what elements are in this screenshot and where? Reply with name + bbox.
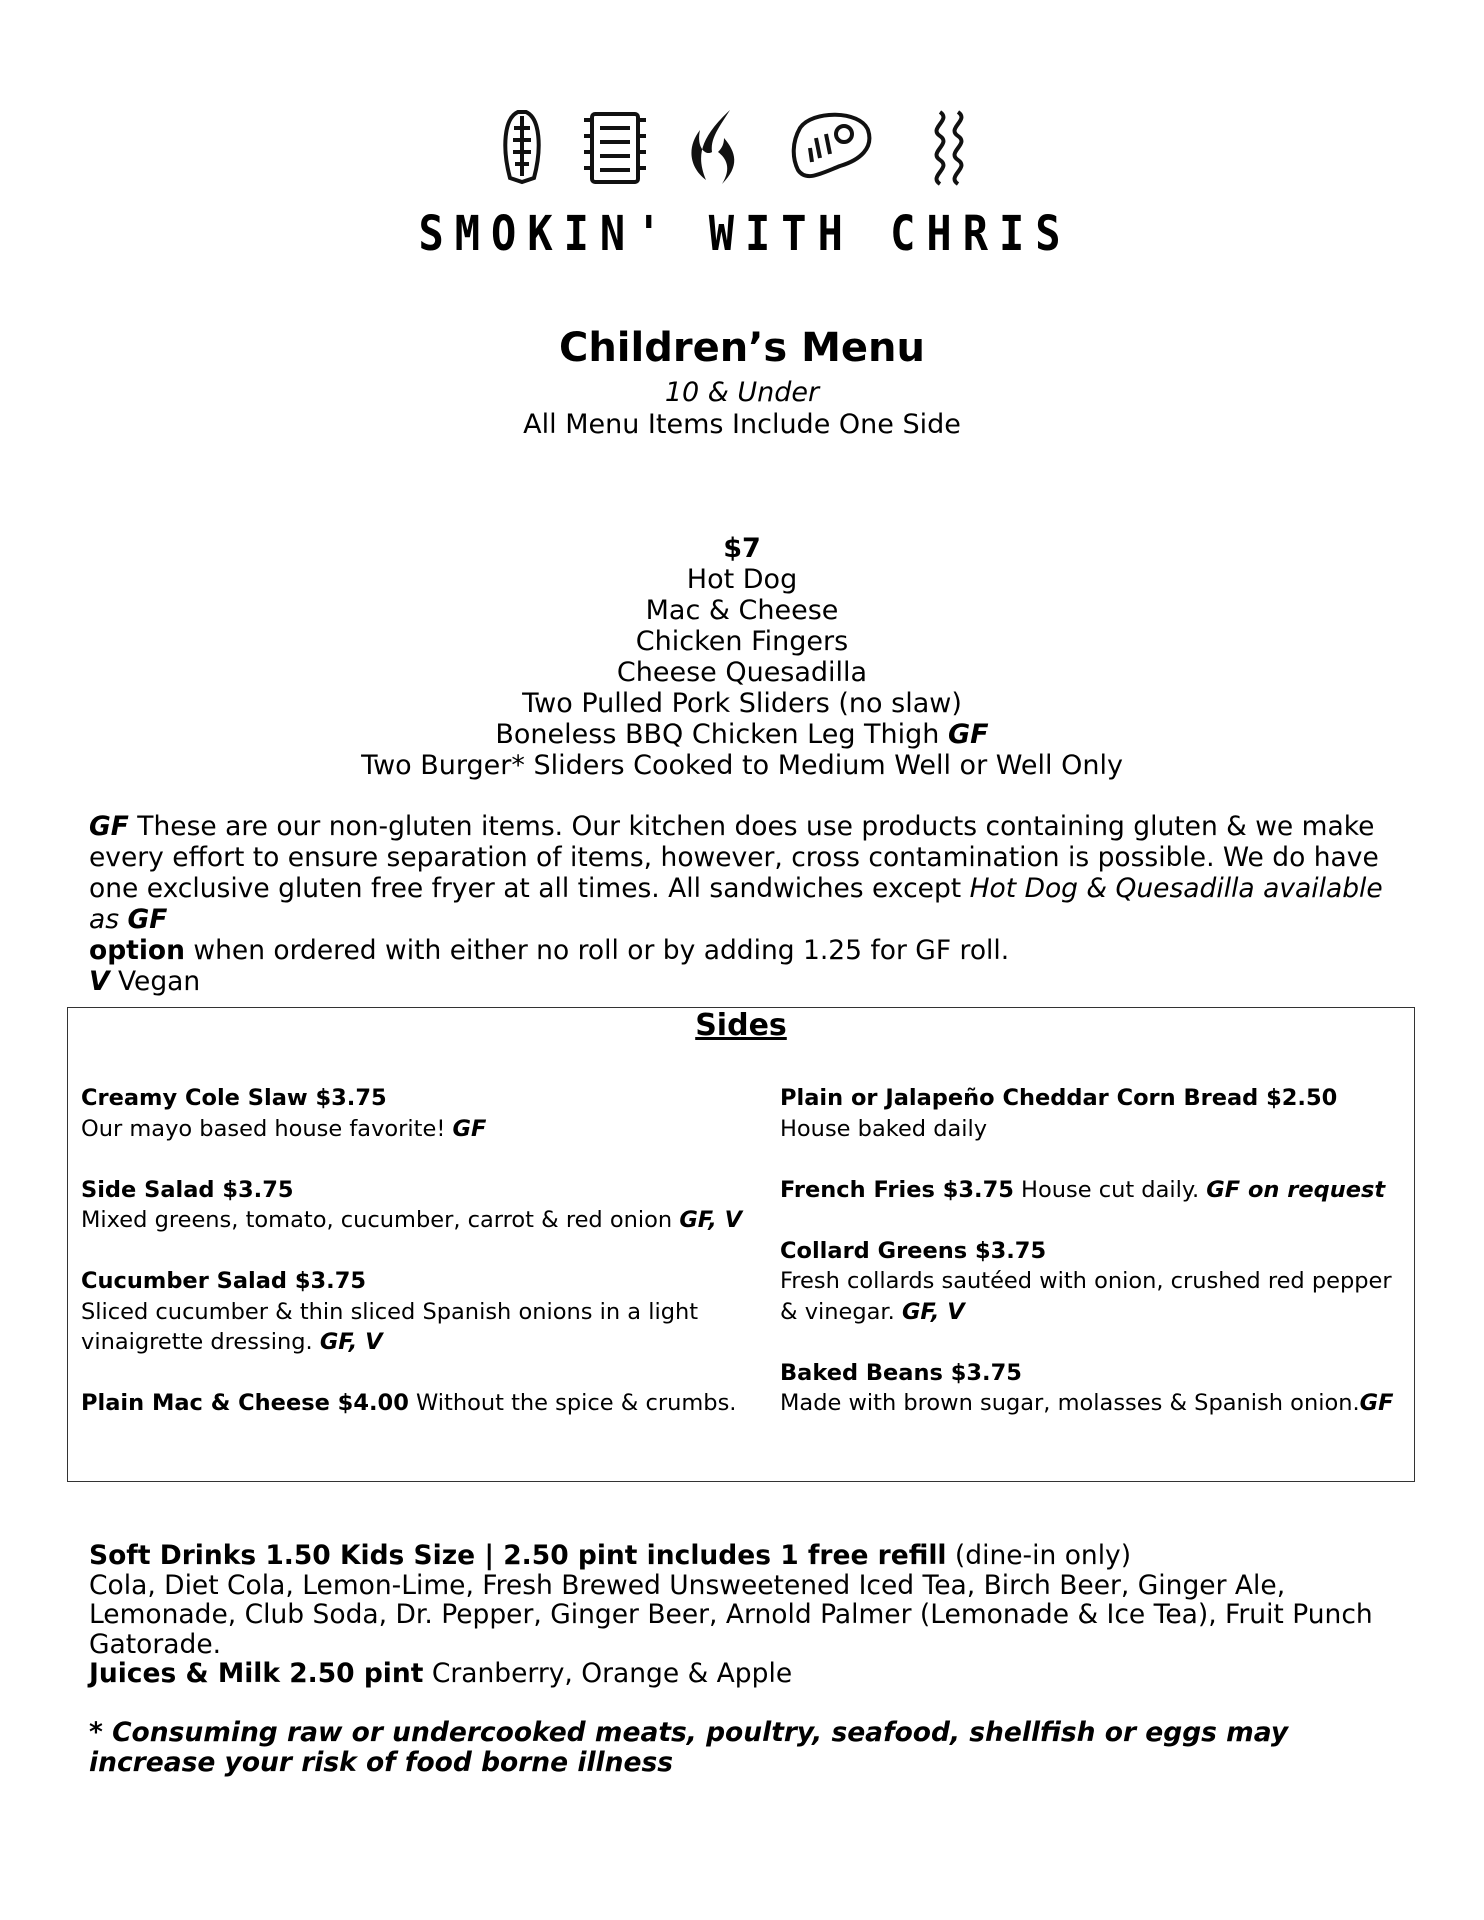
side-desc: House cut daily. — [1013, 1176, 1207, 1203]
side-desc: Fresh collards sautéed with onion, crushed red pepper & vinegar. — [780, 1268, 1392, 1325]
side-item — [81, 1175, 761, 1236]
side-tag: GF on request — [1206, 1176, 1386, 1203]
gf-option-label: GF — [127, 904, 168, 935]
juices-list: Cranberry, Orange & Apple — [423, 1658, 793, 1689]
side-item — [81, 1083, 761, 1144]
side-item — [81, 1266, 761, 1358]
side-name: Cucumber Salad $3.75 — [81, 1268, 367, 1294]
health-warning: * Consuming raw or undercooked meats, poultry, seafood, shellfish or eggs may increase your risk of food borne illness — [89, 1717, 1289, 1778]
gf-label: GF — [89, 811, 129, 842]
gf-tag: GF — [948, 719, 989, 750]
gf-note-text: These are our non-gluten items. Our kitchen does use products containing gluten & we make every effort to ensure separation of items, however, cross contamination is possible. We do have one exclusive gluten free fryer at all times. All sandwiches except — [89, 811, 1379, 904]
drinks-heading-note: (dine-in only) — [946, 1540, 1132, 1571]
side-desc: Our mayo based house favorite! — [81, 1115, 453, 1142]
side-name: Baked Beans $3.75 — [780, 1359, 1022, 1386]
menu-item: Cheese Quesadilla — [616, 657, 868, 688]
side-item — [81, 1388, 761, 1419]
menu-item: Chicken Fingers — [635, 626, 849, 657]
side-tag: GF, V — [901, 1298, 965, 1325]
menu-price: $7 — [723, 533, 761, 564]
sides-section — [67, 1007, 1415, 1482]
side-name: French Fries $3.75 — [780, 1176, 1014, 1203]
side-item — [780, 1236, 1410, 1328]
logo-icons — [500, 108, 990, 188]
sides-right-column — [780, 1083, 1410, 1419]
includes-note: All Menu Items Include One Side — [523, 409, 961, 440]
side-name: Creamy Cole Slaw $3.75 — [81, 1085, 387, 1111]
steak-icon — [794, 115, 870, 176]
menu-block — [0, 533, 1484, 781]
side-desc: House baked daily — [780, 1115, 988, 1142]
menu-item: Hot Dog — [686, 564, 798, 595]
svg-text:SMOKIN' WITH CHRIS: SMOKIN' WITH CHRIS — [418, 205, 1072, 262]
sides-title: Sides — [695, 1008, 787, 1043]
side-desc: Made with brown sugar, molasses & Spanish onion. — [780, 1390, 1360, 1416]
side-tag: GF — [452, 1115, 487, 1142]
gluten-note — [89, 811, 1419, 997]
side-name: Plain or Jalapeño Cheddar Corn Bread $2.50 — [780, 1085, 1338, 1111]
side-item — [780, 1358, 1410, 1419]
age-limit: 10 & Under — [664, 377, 820, 408]
option-label: option — [89, 935, 185, 966]
sides-left-column — [81, 1083, 761, 1419]
side-desc: Sliced cucumber & thin sliced Spanish onions in a light vinaigrette dressing. — [81, 1298, 699, 1355]
vegan-label: V — [89, 966, 110, 997]
logo-wordmark — [418, 205, 1072, 262]
gf-note-text-2: when ordered with either no roll or by adding 1.25 for GF roll. — [185, 935, 1010, 966]
side-tag: GF — [1359, 1390, 1394, 1416]
gf-note-italic: Hot Dog & Quesadilla available as — [89, 873, 1383, 935]
side-name: Plain Mac & Cheese $4.00 — [81, 1390, 409, 1416]
side-desc: Without the spice & crumbs. — [408, 1390, 737, 1416]
ribs-icon — [584, 114, 646, 182]
menu-item: Two Burger* Sliders Cooked to Medium Well or Well Only — [361, 750, 1123, 781]
drinks-section — [89, 1541, 1419, 1659]
corn-icon — [505, 112, 538, 182]
bacon-icon — [937, 112, 962, 184]
menu-item-label: Boneless BBQ Chicken Leg Thigh — [495, 719, 940, 750]
page-title: Children’s Menu — [558, 325, 926, 371]
menu-item — [0, 719, 1484, 750]
side-item — [780, 1083, 1410, 1144]
menu-item: Two Pulled Pork Sliders (no slaw) — [522, 688, 962, 719]
flame-icon — [691, 110, 734, 184]
juices-section — [89, 1659, 1419, 1689]
side-desc: Mixed greens, tomato, cucumber, carrot & red onion — [81, 1207, 680, 1233]
side-item — [780, 1175, 1410, 1206]
drinks-list: Cola, Diet Cola, Lemon-Lime, Fresh Brewed Unsweetened Iced Tea, Birch Beer, Ginger Ale, Lemonade, Club Soda, Dr. Pepper, Ginger Beer, Arnold Palmer (Lemonade & Ice Tea), Fruit Punch Gatorade. — [89, 1569, 1373, 1660]
vegan-text: Vegan — [109, 966, 201, 997]
side-tag: GF, V — [679, 1207, 743, 1233]
juices-heading: Juices & Milk 2.50 pint — [89, 1658, 424, 1689]
side-tag: GF, V — [319, 1329, 383, 1355]
menu-item: Mac & Cheese — [645, 595, 839, 626]
side-name: Side Salad $3.75 — [81, 1176, 294, 1203]
drinks-heading: Soft Drinks 1.50 Kids Size | 2.50 pint includes 1 free refill — [89, 1540, 947, 1571]
side-name: Collard Greens $3.75 — [780, 1237, 1047, 1264]
